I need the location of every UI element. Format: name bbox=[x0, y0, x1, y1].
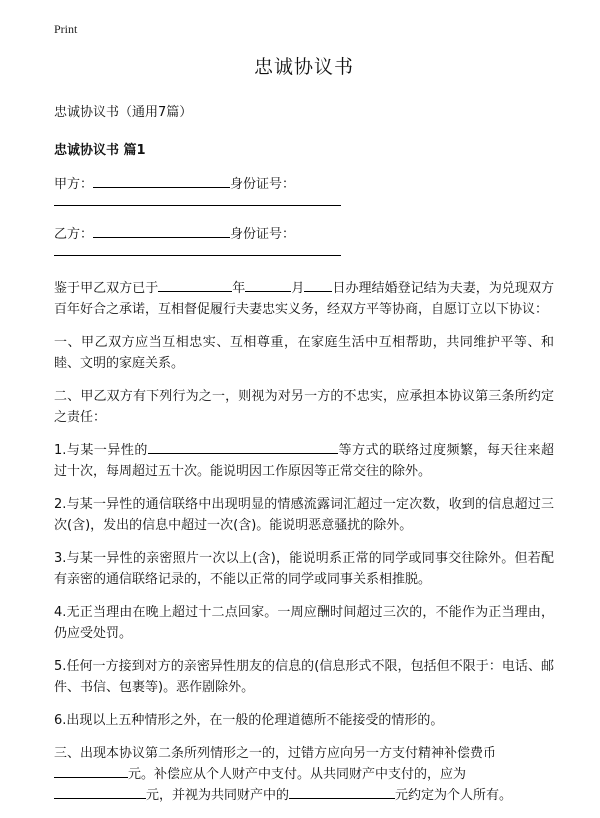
item-1-blank bbox=[148, 440, 338, 454]
item-5: 5.任何一方接到对方的亲密异性朋友的信息的(信息形式不限，包括但不限于：电话、邮件、书信、包裹等)。恶作剧除外。 bbox=[54, 659, 554, 695]
common-property-blank bbox=[54, 785, 146, 799]
clause-3-text-2: 元。补偿应从个人财产中支付。从共同财产中支付的，应为 bbox=[128, 767, 467, 782]
party-a-field bbox=[54, 174, 554, 194]
year-label: 年 bbox=[232, 281, 246, 296]
party-a-label: 甲方： bbox=[54, 177, 94, 192]
party-b-field bbox=[54, 224, 554, 244]
document-title: 忠诚协议书 bbox=[253, 56, 354, 78]
item-3: 3.与某一异性的亲密照片一次以上(含)，能说明系正常的同学或同事交往除外。但若配有亲密的通信联络记录的，不能以正常的同学或同事关系相推脱。 bbox=[54, 551, 554, 587]
month-label: 月 bbox=[291, 281, 305, 296]
clause-3-text-4: 元约定为个人所有。 bbox=[395, 788, 513, 803]
clause-3-text: 三、出现本协议第二条所列情形之一的，过错方应向另一方支付精神补偿费币 bbox=[54, 746, 497, 761]
item-1 bbox=[54, 440, 554, 482]
item-1-text: 1.与某一异性的 bbox=[54, 443, 148, 458]
day-blank bbox=[304, 278, 332, 292]
party-a-id-label: 身份证号： bbox=[230, 177, 296, 192]
item-4: 4.无正当理由在晚上超过十二点回家。一周应酬时间超过三次的，不能作为正当理由，仍应受处罚。 bbox=[54, 605, 554, 641]
party-b-id-label: 身份证号： bbox=[230, 227, 296, 242]
item-2: 2.与某一异性的通信联络中出现明显的情感流露词汇超过一定次数，收到的信息超过三次(含)，发出的信息中超过一次(含)。能说明恶意骚扰的除外。 bbox=[54, 497, 554, 533]
intro-paragraph bbox=[54, 278, 554, 320]
document-body bbox=[54, 52, 554, 818]
clause-1: 一、甲乙双方应当互相忠实、互相尊重，在家庭生活中互相帮助，共同维护平等、和睦、文明的家庭关系。 bbox=[54, 335, 554, 371]
personal-property-blank bbox=[289, 785, 395, 799]
clause-2: 二、甲乙双方有下列行为之一，则视为对另一方的不忠实，应承担本协议第三条所约定之责任： bbox=[54, 389, 554, 425]
item-1-text-rest: 等方式的联络过度频繁，每天往来超过十次，每周超过五十次。能说明因工作原因等正常交往的除外。 bbox=[54, 443, 554, 479]
party-b-label: 乙方： bbox=[54, 227, 94, 242]
document-subtitle: 忠诚协议书（通用7篇） bbox=[54, 105, 193, 120]
print-link[interactable]: Print bbox=[54, 22, 78, 36]
clause-3 bbox=[54, 743, 554, 806]
intro-text: 鉴于甲乙双方已于 bbox=[54, 281, 159, 296]
clause-3-text-3: 元，并视为共同财产中的 bbox=[146, 788, 290, 803]
month-blank bbox=[245, 278, 291, 292]
item-6: 6.出现以上五种情形之外，在一般的伦理道德所不能接受的情形的。 bbox=[54, 713, 444, 728]
party-a-name-blank bbox=[93, 174, 230, 188]
section-heading: 忠诚协议书 篇1 bbox=[54, 143, 146, 158]
party-b-name-blank bbox=[93, 224, 230, 238]
intro-text-rest: 日办理结婚登记结为夫妻，为兑现双方百年好合之承诺，互相督促履行夫妻忠实义务，经双方平等协商，自愿订立以下协议： bbox=[54, 281, 554, 317]
year-blank bbox=[158, 278, 232, 292]
